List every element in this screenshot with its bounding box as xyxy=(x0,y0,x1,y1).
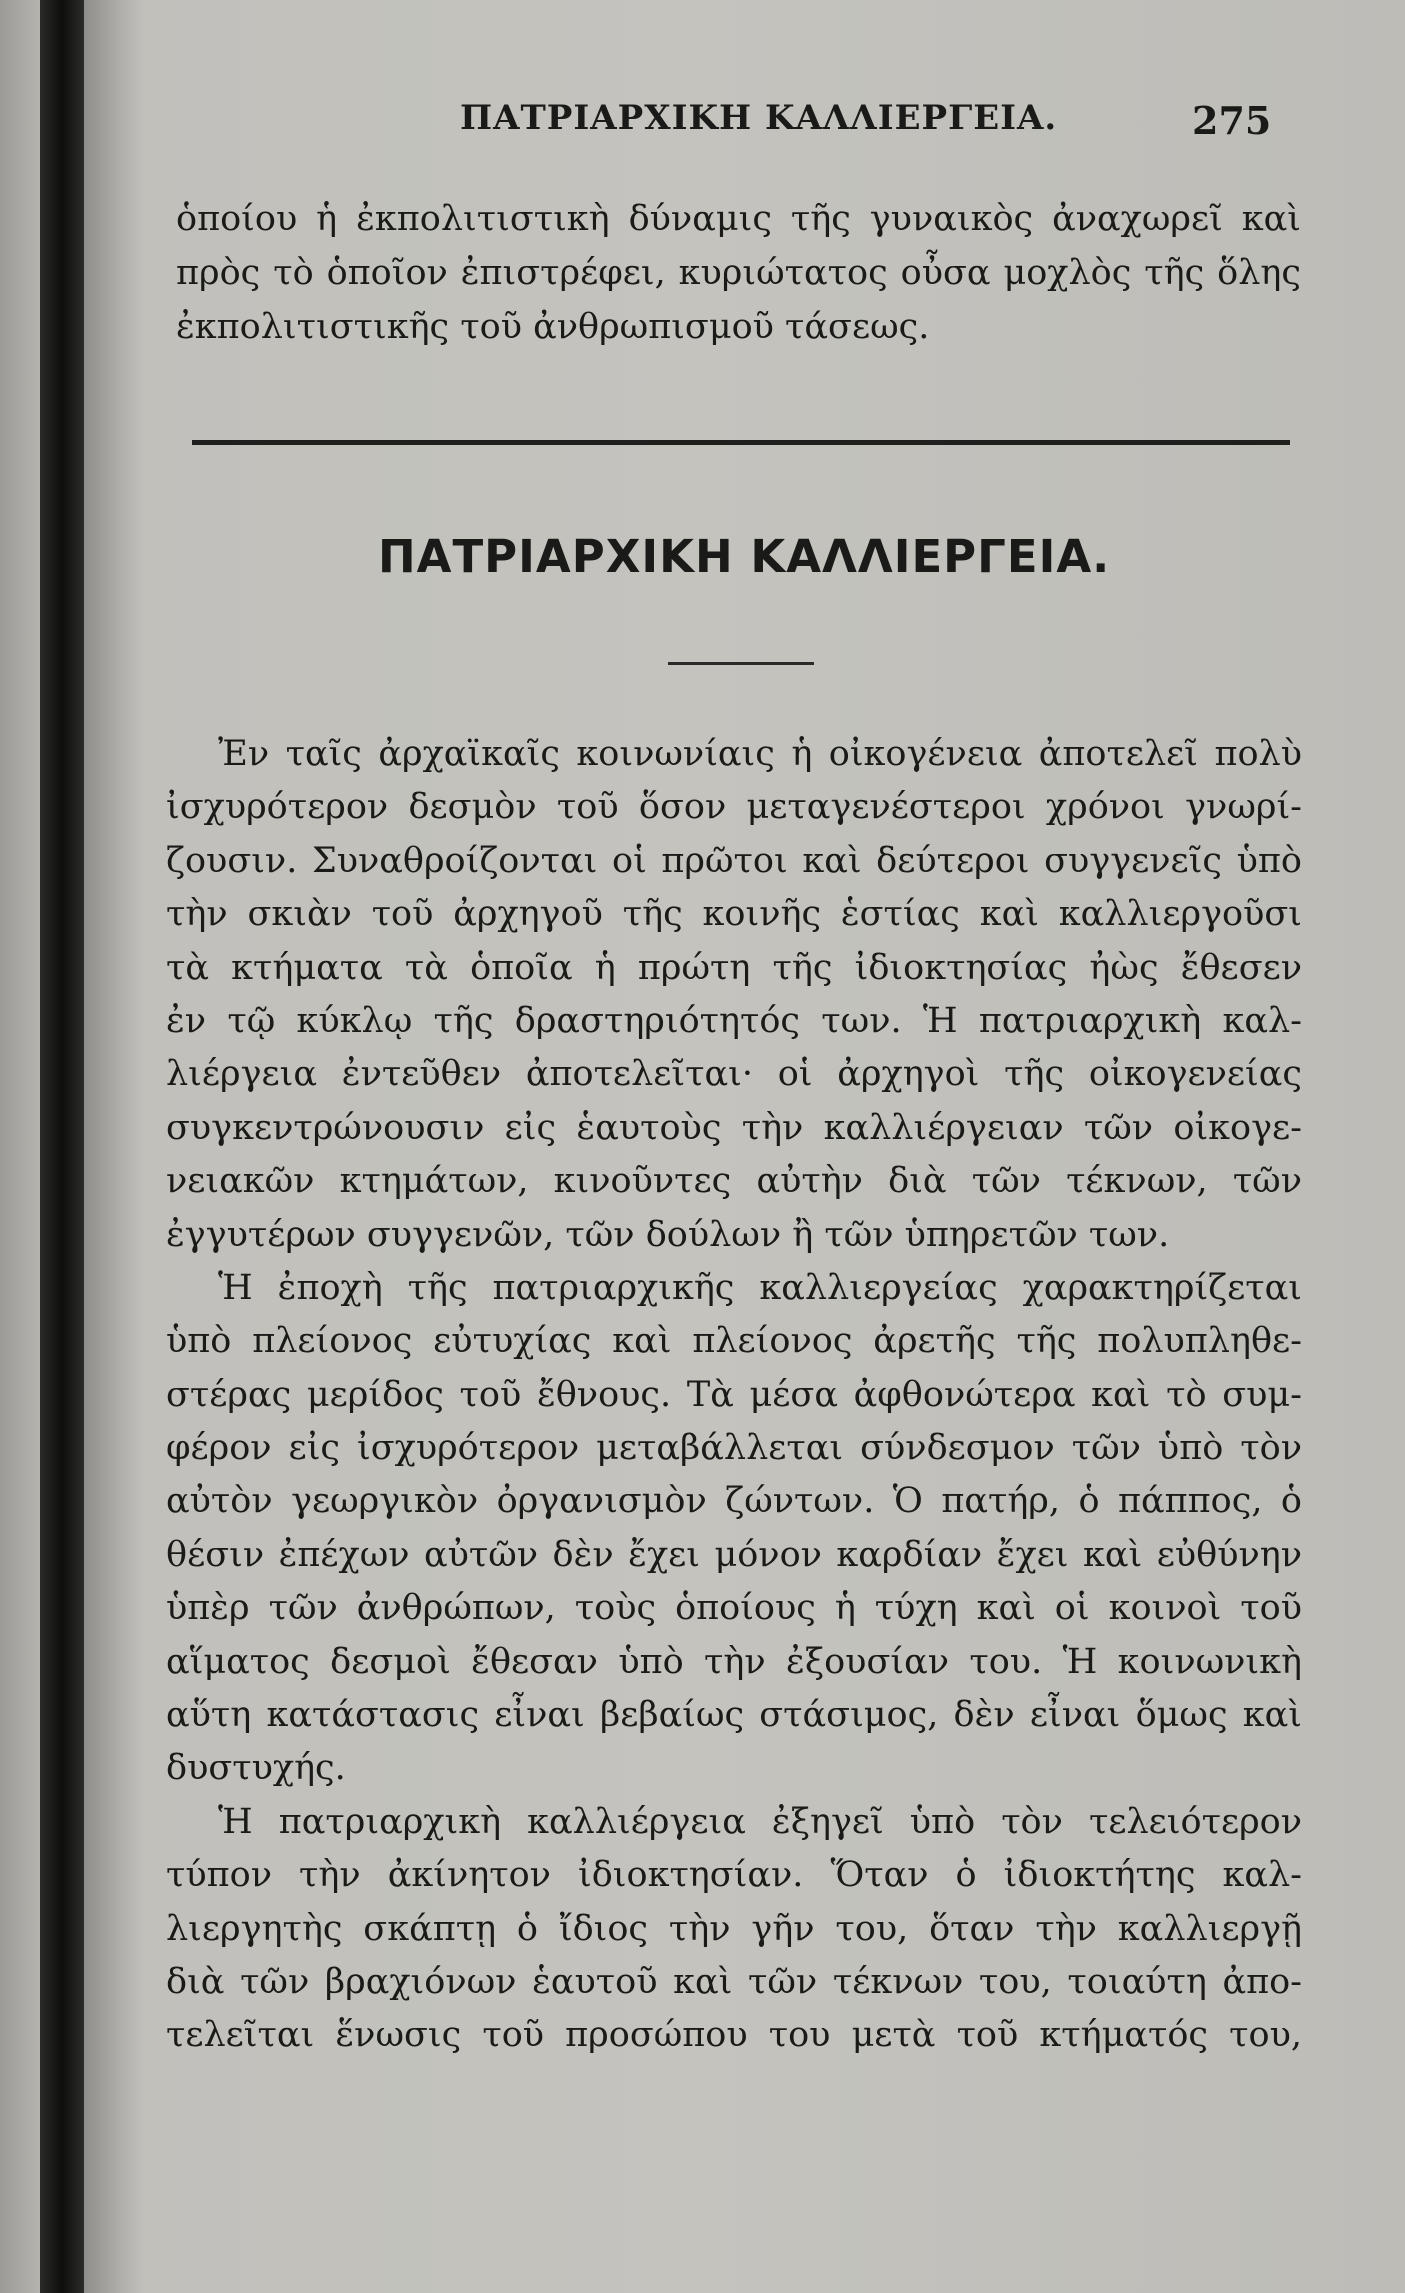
text-line: ὑπὲρ τῶν ἀνθρώπων, τοὺς ὁποίους ἡ τύχη καὶ οἱ κοινοὶ τοῦ xyxy=(166,1588,1302,1629)
title-underline xyxy=(668,662,814,665)
text-line: ἐγγυτέρων συγγενῶν, τῶν δούλων ἢ τῶν ὑπηρετῶν των. xyxy=(166,1214,1170,1255)
text-line: αὕτη κατάστασις εἶναι βεβαίως στάσιμος, δὲν εἶναι ὅμως καὶ xyxy=(166,1695,1302,1736)
text-line: λιεργητὴς σκάπτῃ ὁ ἴδιος τὴν γῆν του, ὅταν τὴν καλλιεργῇ xyxy=(166,1908,1302,1949)
book-binding xyxy=(40,0,84,2293)
text-line: Ἡ ἐποχὴ τῆς πατριαρχικῆς καλλιεργείας χαρακτηρίζεται xyxy=(218,1267,1302,1308)
text-line: ὁποίου ἡ ἐκπολιτιστικὴ δύναμις τῆς γυναικὸς ἀναχωρεῖ καὶ xyxy=(176,199,1301,239)
text-line: τύπον τὴν ἀκίνητον ἰδιοκτησίαν. Ὅταν ὁ ἰδιοκτήτης καλ- xyxy=(166,1855,1302,1896)
text-line: φέρον εἰς ἰσχυρότερον μεταβάλλεται σύνδεσμον τῶν ὑπὸ τὸν xyxy=(166,1428,1302,1469)
text-line: ἰσχυρότερον δεσμὸν τοῦ ὅσον μεταγενέστεροι χρόνοι γνωρί- xyxy=(166,787,1302,828)
text-line: πρὸς τὸ ὁποῖον ἐπιστρέφει, κυριώτατος οὖσα μοχλὸς τῆς ὅλης xyxy=(176,253,1301,293)
text-line: Ἡ πατριαρχικὴ καλλιέργεια ἐξηγεῖ ὑπὸ τὸν τελειότερον xyxy=(218,1801,1302,1842)
text-line: ἐκπολιτιστικῆς τοῦ ἀνθρωπισμοῦ τάσεως. xyxy=(176,307,930,347)
text-line: συγκεντρώνουσιν εἰς ἑαυτοὺς τὴν καλλιέργειαν τῶν οἰκογε- xyxy=(166,1107,1302,1148)
text-line: αἵματος δεσμοὶ ἔθεσαν ὑπὸ τὴν ἐξουσίαν του. Ἡ κοινωνικὴ xyxy=(166,1641,1302,1682)
text-line: στέρας μερίδος τοῦ ἔθνους. Τὰ μέσα ἀφθονώτερα καὶ τὸ συμ- xyxy=(166,1374,1302,1415)
text-line: διὰ τῶν βραχιόνων ἑαυτοῦ καὶ τῶν τέκνων του, τοιαύτη ἀπο- xyxy=(166,1961,1302,2002)
binding-shadow xyxy=(84,0,144,2293)
text-line: δυστυχής. xyxy=(166,1748,346,1789)
text-line: ὑπὸ πλείονος εὐτυχίας καὶ πλείονος ἀρετῆς τῆς πολυπληθε- xyxy=(166,1321,1302,1362)
section-body xyxy=(166,728,1302,2063)
text-line: ἐν τῷ κύκλῳ τῆς δραστηριότητός των. Ἡ πατριαρχικὴ καλ- xyxy=(166,1000,1302,1041)
text-line: θέσιν ἐπέχων αὐτῶν δὲν ἔχει μόνον καρδίαν ἔχει καὶ εὐθύνην xyxy=(166,1534,1302,1575)
text-line: Ἐν ταῖς ἀρχαϊκαῖς κοινωνίαις ἡ οἰκογένεια ἀποτελεῖ πολὺ xyxy=(218,734,1302,774)
text-line: αὐτὸν γεωργικὸν ὀργανισμὸν ζώντων. Ὁ πατήρ, ὁ πάππος, ὁ xyxy=(166,1481,1302,1522)
text-line: τὰ κτήματα τὰ ὁποῖα ἡ πρώτη τῆς ἰδιοκτησίας ἠὼς ἔθεσεν xyxy=(166,947,1302,988)
carryover-paragraph xyxy=(176,192,1301,354)
section-divider-rule xyxy=(192,440,1290,445)
text-line: νειακῶν κτημάτων, κινοῦντες αὐτὴν διὰ τῶν τέκνων, τῶν xyxy=(166,1161,1302,1202)
section-title: ΠΑΤΡΙΑΡΧΙΚΗ ΚΑΛΛΙΕΡΓΕΙΑ. xyxy=(378,530,1111,583)
running-head: ΠΑΤΡΙΑΡΧΙΚΗ ΚΑΛΛΙΕΡΓΕΙΑ. xyxy=(460,98,1058,138)
text-line: λιέργεια ἐντεῦθεν ἀποτελεῖται· οἱ ἀρχηγοὶ τῆς οἰκογενείας xyxy=(166,1054,1302,1095)
text-line: τὴν σκιὰν τοῦ ἀρχηγοῦ τῆς κοινῆς ἑστίας καὶ καλλιεργοῦσι xyxy=(166,894,1302,935)
text-line: τελεῖται ἕνωσις τοῦ προσώπου του μετὰ τοῦ κτήματός του, xyxy=(166,2015,1302,2056)
page-number: 275 xyxy=(1192,98,1272,143)
text-line: ζουσιν. Συναθροίζονται οἱ πρῶτοι καὶ δεύτεροι συγγενεῖς ὑπὸ xyxy=(166,840,1302,881)
